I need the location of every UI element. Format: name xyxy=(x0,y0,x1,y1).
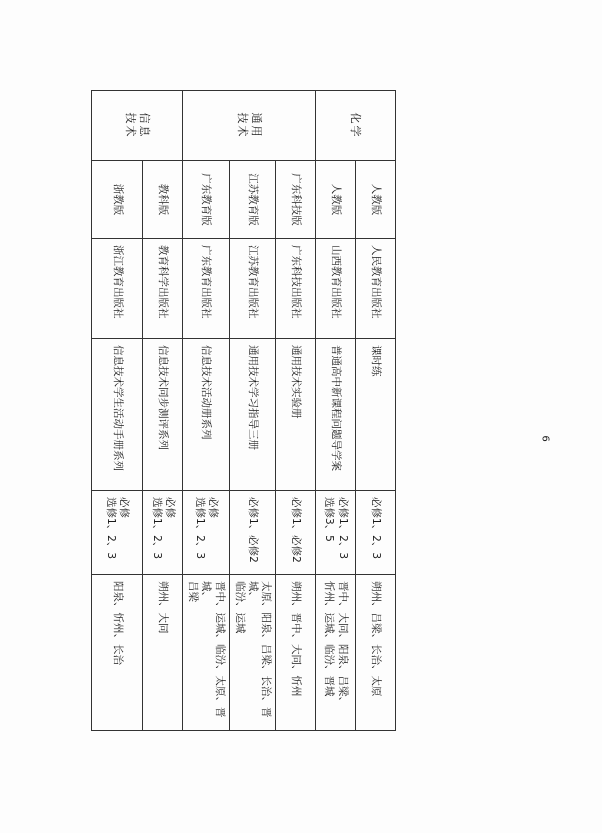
modules-cell: 必修 选修1、2、3 xyxy=(92,491,143,575)
subject-cell: 信息 技术 xyxy=(92,91,183,161)
regions-cell: 晋中、大同、阳泉、吕梁、 忻州、运城、临汾、晋城 xyxy=(316,575,356,731)
edition-cell: 教科版 xyxy=(143,161,183,239)
subject-cell: 通用 技术 xyxy=(183,91,316,161)
publisher-cell: 广东科技出版社 xyxy=(276,239,316,339)
modules-cell: 必修 选修1、2、3 xyxy=(143,491,183,575)
regions-cell: 阳泉、忻州、长治 xyxy=(92,575,143,731)
edition-cell: 江苏教育版 xyxy=(229,161,275,239)
book-cell: 信息技术活动册系列 xyxy=(183,339,229,491)
publisher-cell: 江苏教育出版社 xyxy=(229,239,275,339)
book-cell: 普通高中新课程问题导学案 xyxy=(316,339,356,491)
modules-cell: 必修1、2、3 xyxy=(356,491,396,575)
table-row xyxy=(229,91,275,731)
edition-cell: 广东教育版 xyxy=(183,161,229,239)
textbook-table xyxy=(91,90,396,731)
book-cell: 通用技术学习指导三册 xyxy=(229,339,275,491)
book-cell: 课时练 xyxy=(356,339,396,491)
table-row xyxy=(143,91,183,731)
publisher-cell: 广东教育出版社 xyxy=(183,239,229,339)
modules-cell: 必修1、必修2 xyxy=(276,491,316,575)
table-row xyxy=(316,91,356,731)
publisher-cell: 浙江教育出版社 xyxy=(92,239,143,339)
table-row xyxy=(183,91,229,731)
regions-cell: 晋中、运城、临汾、太原、晋城、 吕梁 xyxy=(183,575,229,731)
regions-cell: 太原、阳泉、吕梁、长治、晋城、 临汾、运城 xyxy=(229,575,275,731)
table-row xyxy=(92,91,143,731)
table-row xyxy=(276,91,316,731)
book-cell: 通用技术实验册 xyxy=(276,339,316,491)
edition-cell: 人教版 xyxy=(356,161,396,239)
book-cell: 信息技术学生活动手册系列 xyxy=(92,339,143,491)
modules-cell: 必修1、2、3 选修3、5 xyxy=(316,491,356,575)
edition-cell: 人教版 xyxy=(316,161,356,239)
publisher-cell: 教育科学出版社 xyxy=(143,239,183,339)
book-cell: 信息技术同步测评系列 xyxy=(143,339,183,491)
edition-cell: 浙教版 xyxy=(92,161,143,239)
edition-cell: 广东科技版 xyxy=(276,161,316,239)
regions-cell: 朔州、晋中、大同、忻州 xyxy=(276,575,316,731)
modules-cell: 必修1、必修2 xyxy=(229,491,275,575)
regions-cell: 朔州、大同 xyxy=(143,575,183,731)
regions-cell: 朔州、吕梁、长治、太原 xyxy=(356,575,396,731)
textbook-table-wrapper xyxy=(105,90,396,730)
publisher-cell: 人民教育出版社 xyxy=(356,239,396,339)
page-number: 6 xyxy=(539,435,551,442)
subject-cell: 化学 xyxy=(316,91,396,161)
modules-cell: 必修 选修1、2、3 xyxy=(183,491,229,575)
table-row xyxy=(356,91,396,731)
publisher-cell: 山西教育出版社 xyxy=(316,239,356,339)
